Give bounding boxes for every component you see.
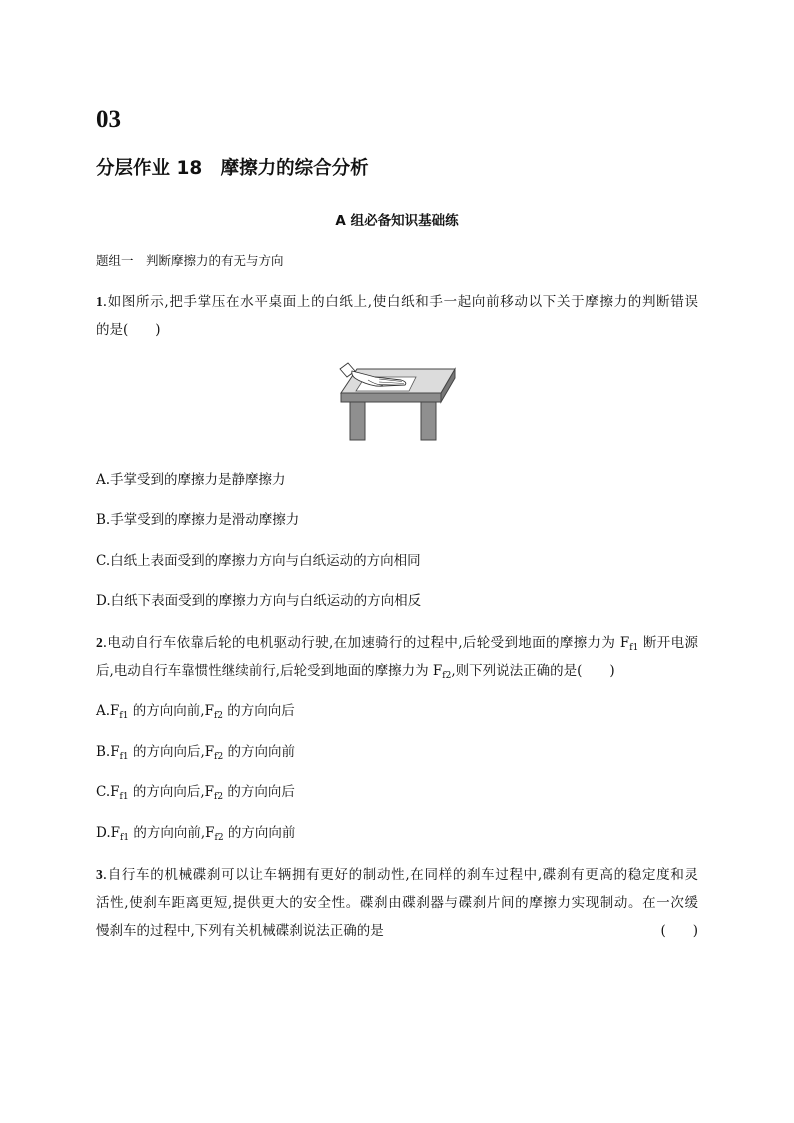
- q1-number: 1: [96, 294, 103, 309]
- q2-option-a-part3: 的方向向后: [223, 703, 295, 719]
- q1-stem-1: .如图所示,把手掌压在水平桌面上的白纸上,使白纸和手一起向前移动以下关于摩擦力的判断错误: [102, 294, 698, 310]
- table-left-leg: [350, 402, 365, 440]
- q2-option-d-sub2: f2: [214, 833, 224, 843]
- page-title: 分层作业 18 摩擦力的综合分析: [96, 158, 369, 179]
- q2-option-b-sub1: f1: [119, 752, 129, 762]
- q1-option-a: A.手掌受到的摩擦力是静摩擦力: [96, 472, 286, 488]
- q3-stem-1: .自行车的机械碟刹可以让车辆拥有更好的制动性,在同样的刹车过程中,碟刹有更高的稳定度和灵: [102, 867, 698, 883]
- q3-line-1: [96, 865, 698, 885]
- q2-stem-2b: ,则下列说法正确的是( ): [451, 663, 615, 679]
- q2-option-c: [96, 782, 698, 802]
- q2-stem-2-subscript: f2: [442, 671, 452, 681]
- q1-line-2: 的是( ): [96, 322, 161, 338]
- group-heading: A 组必备知识基础练: [335, 213, 459, 229]
- q2-stem-1-subscript: f1: [629, 643, 639, 653]
- q2-option-c-part2: 的方向向后,F: [128, 784, 215, 800]
- hand-on-paper-table-icon: [338, 362, 458, 442]
- q2-option-a-sub1: f1: [119, 711, 129, 721]
- q2-option-c-part3: 的方向向后: [223, 784, 295, 800]
- q2-option-a-part2: 的方向向前,F: [128, 703, 214, 719]
- q3-number: 3: [96, 867, 103, 882]
- q2-option-c-sub1: f1: [119, 792, 129, 802]
- q1-option-b: B.手掌受到的摩擦力是滑动摩擦力: [96, 512, 300, 528]
- q2-option-a-sub2: f2: [213, 711, 223, 721]
- q3-line-3: 慢刹车的过程中,下列有关机械碟刹说法正确的是: [96, 923, 384, 939]
- q2-stem-2a: 后,电动自行车靠惯性继续前行,后轮受到地面的摩擦力为 F: [96, 663, 443, 679]
- q2-line-2: [96, 661, 698, 681]
- q2-line-1: [96, 633, 698, 653]
- q2-option-a: [96, 701, 698, 721]
- q2-stem-1b: 断开电源: [638, 635, 698, 651]
- q2-option-b: [96, 742, 698, 762]
- q1-line-1: [96, 292, 698, 312]
- q2-option-d-part2: 的方向向前,F: [129, 825, 215, 841]
- subgroup-heading: 题组一 判断摩擦力的有无与方向: [96, 253, 284, 268]
- q1-option-c: C.白纸上表面受到的摩擦力方向与白纸运动的方向相同: [96, 553, 421, 569]
- q2-option-b-part1: B.F: [96, 744, 120, 760]
- q2-option-b-sub2: f2: [214, 752, 224, 762]
- q2-option-b-part3: 的方向向前: [223, 744, 295, 760]
- q2-option-d-sub1: f1: [120, 833, 130, 843]
- q2-option-d-part1: D.F: [96, 825, 121, 841]
- q2-option-c-sub2: f2: [214, 792, 224, 802]
- section-number: 03: [96, 106, 121, 133]
- q2-option-b-part2: 的方向向后,F: [128, 744, 215, 760]
- table-right-leg: [421, 402, 436, 440]
- q2-stem-1a: .电动自行车依靠后轮的电机驱动行驶,在加速骑行的过程中,后轮受到地面的摩擦力为 F: [102, 635, 630, 651]
- q1-option-d: D.白纸下表面受到的摩擦力方向与白纸运动的方向相反: [96, 593, 422, 609]
- table-front-edge: [341, 393, 441, 402]
- q2-number: 2: [96, 635, 103, 650]
- q2-option-c-part1: C.F: [96, 784, 120, 800]
- q2-option-d-part3: 的方向向前: [223, 825, 296, 841]
- q2-option-d: [96, 823, 698, 843]
- q2-option-a-part1: A.F: [96, 703, 120, 719]
- q3-line-2: 活性,使刹车距离更短,提供更大的安全性。碟刹由碟刹器与碟刹片间的摩擦力实现制动。在一次缓: [96, 895, 698, 911]
- q3-answer-bracket: ( ): [660, 923, 698, 939]
